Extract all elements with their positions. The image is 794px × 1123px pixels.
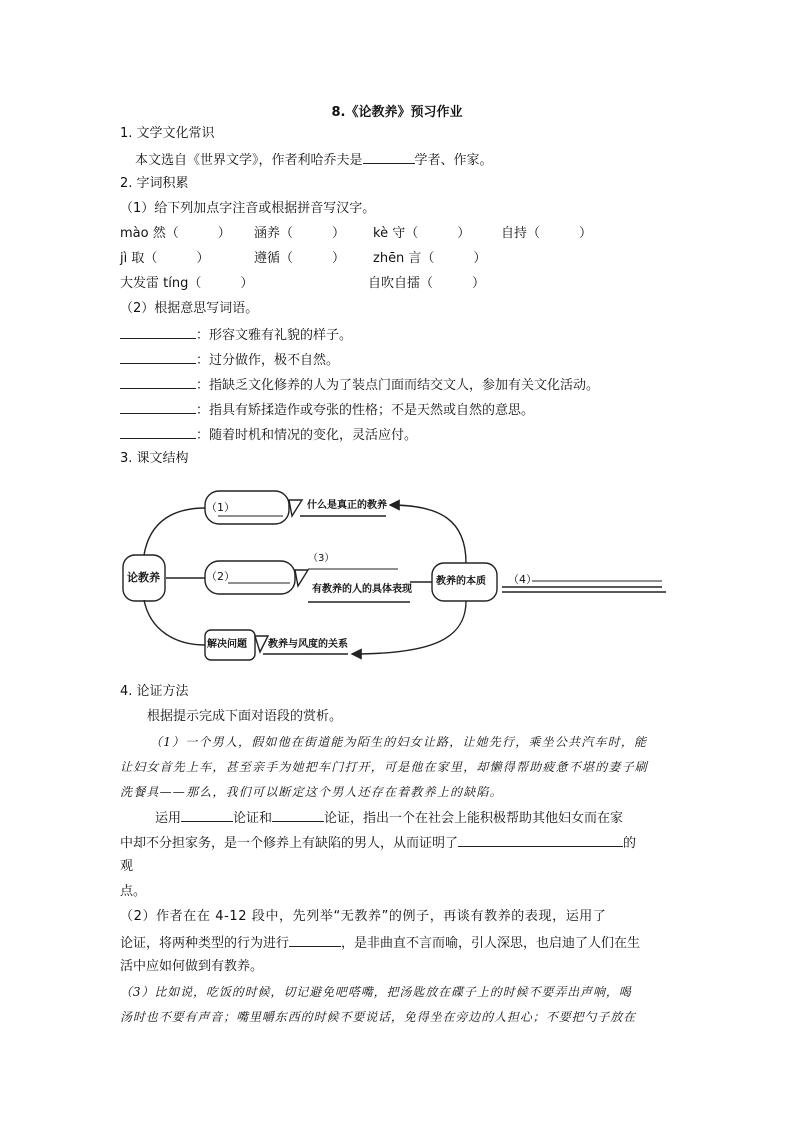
section-2-sub2: （2）根据意思写词语。	[120, 301, 259, 316]
q2-line	[120, 932, 640, 954]
pinyin-item: kè 守（ ）	[373, 226, 471, 241]
definition-text: ：指具有矫揉造作或夸张的性格；不是天然或自然的意思。	[196, 403, 535, 418]
pinyin-item: 大发雷 tíng（ ）	[120, 276, 254, 291]
section-4-heading: 4. 论证方法	[120, 684, 189, 699]
section-2-heading: 2. 字词积累	[120, 176, 189, 191]
q1-answer-line	[120, 832, 636, 854]
pinyin-item: jì 取（ ）	[120, 251, 210, 266]
diagram-center-node: 论教养	[127, 571, 160, 584]
diagram-label-solve: 教养与风度的关系	[268, 639, 348, 650]
q2-line: 活中应如何做到有教养。	[120, 959, 264, 974]
section-1-heading: 1. 文学文化常识	[120, 126, 215, 141]
section-3-heading: 3. 课文结构	[120, 451, 189, 466]
answer-blank[interactable]	[272, 807, 324, 822]
q1-text: 中却不分担家务，是一个修养上有缺陷的男人，从而证明了	[120, 836, 459, 851]
diagram-label-1: 什么是真正的教养	[307, 500, 387, 511]
diagram-node-2: （2）	[206, 570, 235, 583]
q1-text: 点。	[120, 884, 147, 899]
section-2-sub1: （1）给下列加点字注音或根据拼音写汉字。	[120, 201, 376, 216]
diagram-label-3: 有教养的人的具体表现	[312, 584, 412, 595]
s1-text-a: 本文选自《世界文学》，作者利哈乔夫是	[135, 153, 363, 168]
pinyin-item: zhēn 言（ ）	[373, 251, 487, 266]
definition-text: ：形容文雅有礼貌的样子。	[196, 328, 353, 343]
diagram-node-1: （1）	[206, 501, 235, 514]
pinyin-item: 涵养（ ）	[254, 226, 346, 241]
q1-text: 观	[120, 859, 134, 874]
q2-line: （2）作者在在 4-12 段中，先列举“无教养”的例子，再谈有教养的表现，运用了	[120, 909, 607, 924]
pinyin-item: 自吹自擂（ ）	[368, 276, 486, 291]
quote-line: 洗餐具——那么，我们可以断定这个男人还存在着教养上的缺陷。	[120, 785, 503, 799]
q1-text: 论证和	[233, 811, 273, 826]
diagram-essence-node: 教养的本质	[436, 576, 486, 587]
pinyin-item: 自持（ ）	[501, 226, 593, 241]
pinyin-item: mào 然（ ）	[120, 226, 231, 241]
diagram-node-3: （3）	[308, 553, 335, 564]
q1-answer-line	[155, 807, 623, 829]
section-4-intro: 根据提示完成下面对语段的赏析。	[147, 709, 343, 724]
s1-text-b: 学者、作家。	[414, 153, 493, 168]
q2-text: 论证，将两种类型的行为进行	[120, 936, 290, 951]
answer-blank[interactable]	[289, 932, 341, 947]
q2-text: ，是非曲直不言而喻，引人深思，也启迪了人们在生	[341, 936, 641, 951]
answer-blank[interactable]	[458, 832, 623, 847]
diagram-node-4: （4）	[508, 573, 537, 586]
definition-text: ：过分做作，极不自然。	[196, 353, 340, 368]
quote-line: （1）一个男人，假如他在街道能为陌生的妇女让路，让她先行，乘坐公共汽车时，能	[150, 735, 648, 749]
q1-text: 论证，指出一个在社会上能积极帮助其他妇女而在家	[324, 811, 624, 826]
q1-text: 运用	[155, 811, 182, 826]
q3-line: （3）比如说，吃饭的时候，切记避免吧嗒嘴，把汤匙放在碟子上的时候不要弄出声响，喝	[120, 985, 632, 999]
answer-blank[interactable]	[181, 807, 233, 822]
q1-text: 的	[623, 836, 637, 851]
definition-text: ：指缺乏文化修养的人为了装点门面而结交文人，参加有关文化活动。	[196, 378, 600, 393]
definition-text: ：随着时机和情况的变化，灵活应付。	[196, 428, 418, 443]
q3-line: 汤时也不要有声音；嘴里嚼东西的时候不要说话，免得坐在旁边的人担心；不要把勺子放在	[120, 1010, 637, 1024]
page-title: 8.《论教养》预习作业	[331, 105, 463, 120]
pinyin-item: 遵循（ ）	[254, 251, 346, 266]
diagram-solve-node: 解决问题	[207, 639, 247, 650]
quote-line: 让妇女首先上车，甚至亲手为她把车门打开，可是他在家里，却懒得帮助疲惫不堪的妻子刷	[120, 760, 649, 774]
